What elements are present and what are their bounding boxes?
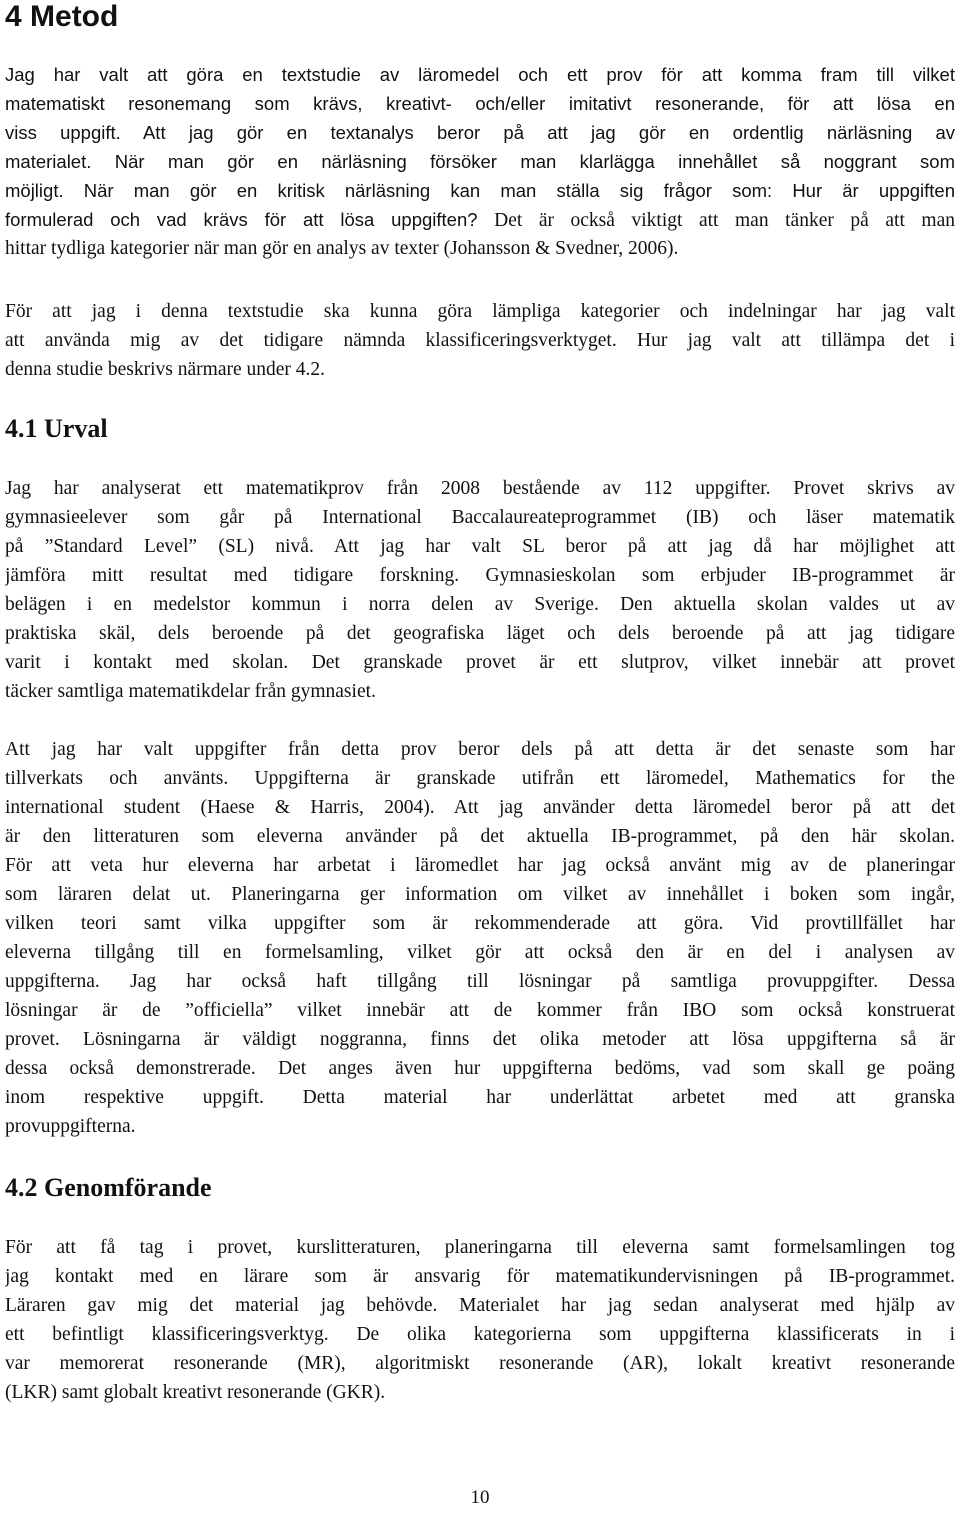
text-line: lösningar är de ”officiella” vilket innebär att de kommer från IBO som också konstruerat [5, 1000, 955, 1021]
page-number: 10 [470, 1487, 490, 1508]
section-heading-metod: 4 Metod [5, 0, 119, 33]
text-line: Att jag har valt uppgifter från detta prov beror dels på att detta är det senaste som har [5, 739, 955, 760]
text-line: provuppgifterna. [5, 1116, 136, 1137]
text-line: att använda mig av det tidigare nämnda klassificeringsverktyget. Hur jag valt att tillämpa det i [5, 330, 955, 351]
urval-paragraph-2 [5, 735, 955, 1141]
text-line: dessa också demonstrerade. Det anges även hur uppgifterna bedöms, vad som skall ge poäng [5, 1058, 955, 1079]
text-line: hittar tydliga kategorier när man gör en analys av texter (Johansson & Svedner, 2006). [5, 238, 679, 259]
text-line: inom respektive uppgift. Detta material har underlättat arbetet med att granska [5, 1087, 955, 1108]
text-line: täcker samtliga matematikdelar från gymnasiet. [5, 681, 376, 702]
text-line: jag kontakt med en lärare som är ansvarig för matematikundervisningen på IB-programmet. [5, 1266, 955, 1287]
text-line: international student (Haese & Harris, 2004). Att jag använder detta läromedel beror på att det [5, 797, 955, 818]
text-line: För att veta hur eleverna har arbetat i läromedlet har jag också använt mig av de planeringar [5, 855, 955, 876]
text-line: möjligt. När man gör en kritisk närläsning kan man ställa sig frågor som: Hur är uppgiften [5, 180, 955, 201]
text-line: som läraren delat ut. Planeringarna ger information om vilket av innehållet i boken som ingår, [5, 884, 955, 905]
metod-paragraph-1-mixed-line [5, 205, 955, 263]
urval-paragraph-1 [5, 474, 955, 706]
text-line: För att jag i denna textstudie ska kunna göra lämpliga kategorier och indelningar har jag valt [5, 301, 955, 322]
text-fragment: formulerad och vad krävs för att lösa uppgiften? [5, 209, 478, 230]
text-line: Jag har analyserat ett matematikprov från 2008 bestående av 112 uppgifter. Provet skrivs av [5, 478, 955, 499]
text-line: var memorerat resonerande (MR), algoritmiskt resonerande (AR), lokalt kreativt resonerande [5, 1353, 955, 1374]
text-line: matematiskt resonemang som krävs, kreativt- och/eller imitativt resonerande, för att lösa en [5, 93, 955, 114]
text-line: eleverna tillgång till en formelsamling, vilket gör att också den är en del i analysen av [5, 942, 955, 963]
text-line: ett befintligt klassificeringsverktyg. De olika kategorierna som uppgifterna klassificerats in i [5, 1324, 955, 1345]
text-line: jämföra mitt resultat med tidigare forskning. Gymnasieskolan som erbjuder IB-programmet är [5, 565, 955, 586]
section-heading-urval: 4.1 Urval [5, 414, 108, 443]
section-heading-genomforande: 4.2 Genomförande [5, 1173, 212, 1202]
text-line: provet. Lösningarna är väldigt noggranna, finns det olika metoder att lösa uppgifterna så är [5, 1029, 955, 1050]
text-line: uppgifterna. Jag har också haft tillgång till lösningar på samtliga provuppgifter. Dessa [5, 971, 955, 992]
text-line: belägen i en medelstor kommun i norra delen av Sverige. Den aktuella skolan valdes ut av [5, 594, 955, 615]
genomforande-paragraph-1 [5, 1233, 955, 1407]
text-line: är den litteraturen som eleverna använder på det aktuella IB-programmet, på den här skolan. [5, 826, 955, 847]
text-line: materialet. När man gör en närläsning försöker man klarlägga innehållet så noggrant som [5, 151, 955, 172]
text-line: gymnasieelever som går på International Baccalaureateprogrammet (IB) och läser matematik [5, 507, 955, 528]
metod-paragraph-2 [5, 297, 955, 384]
text-line: Läraren gav mig det material jag behövde. Materialet har jag sedan analyserat med hjälp av [5, 1295, 955, 1316]
text-line: viss uppgift. Att jag gör en textanalys beror på att jag gör en ordentlig närläsning av [5, 122, 955, 143]
metod-paragraph-1 [5, 60, 955, 205]
text-line: tillverkats och använts. Uppgifterna är granskade utifrån ett läromedel, Mathematics for the [5, 768, 955, 789]
text-fragment: Det är också viktigt att man tänker på att man [494, 210, 955, 231]
text-line: vilken teori samt vilka uppgifter som är rekommenderade att göra. Vid provtillfället har [5, 913, 955, 934]
text-line: praktiska skäl, dels beroende på det geografiska läget och dels beroende på att jag tidigare [5, 623, 955, 644]
text-line: varit i kontakt med skolan. Det granskade provet är ett slutprov, vilket innebär att provet [5, 652, 955, 673]
text-line: Jag har valt att göra en textstudie av läromedel och ett prov för att komma fram till vilket [5, 64, 955, 85]
text-line: För att få tag i provet, kurslitteraturen, planeringarna till eleverna samt formelsamlingen tog [5, 1237, 955, 1258]
text-line: på ”Standard Level” (SL) nivå. Att jag har valt SL beror på att jag då har möjlighet att [5, 536, 955, 557]
text-line: denna studie beskrivs närmare under 4.2. [5, 359, 326, 380]
text-line: (LKR) samt globalt kreativt resonerande (GKR). [5, 1382, 386, 1403]
